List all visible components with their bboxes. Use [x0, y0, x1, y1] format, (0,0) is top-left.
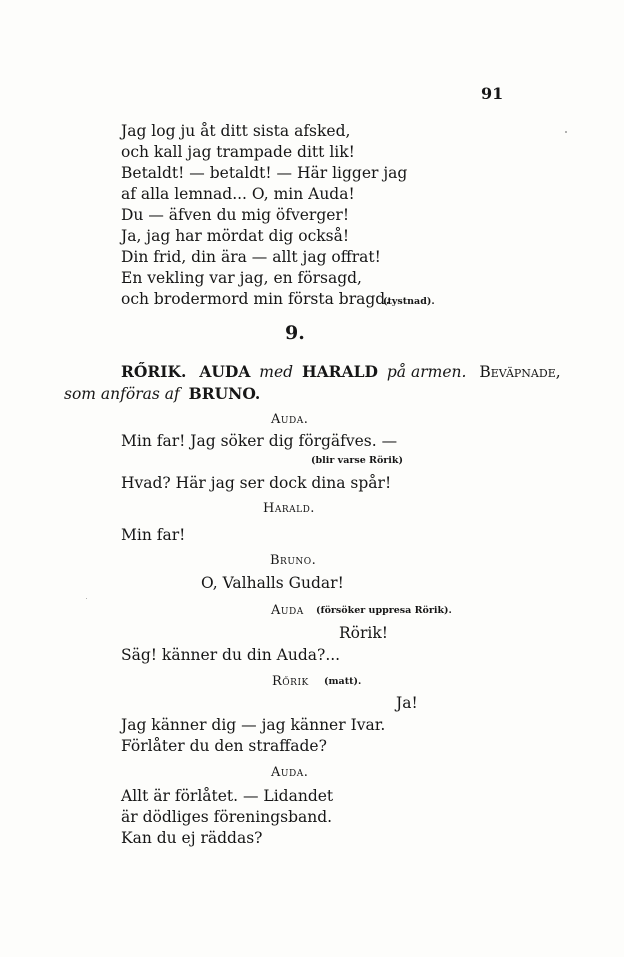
cast-med: med — [259, 363, 294, 381]
page-number: 91 — [481, 84, 504, 103]
verse-line: Du — äfven du mig öfverger! — [121, 206, 350, 224]
cast-harald: HARALD — [302, 362, 378, 381]
verse-line: Jag log ju åt ditt sista afsked, — [121, 122, 351, 140]
dialogue-line: O, Valhalls Gudar! — [201, 574, 344, 592]
speaker-bruno: Bruno. — [270, 553, 317, 568]
speaker-harald: Harald. — [263, 501, 315, 516]
stage-direction: (matt). — [324, 676, 362, 687]
speaker-auda: Auda. — [271, 412, 309, 427]
dialogue-line: Ja! — [396, 694, 418, 712]
verse-line: Din frid, din ära — allt jag offrat! — [121, 248, 381, 266]
cast-bruno: BRUNO. — [188, 384, 261, 403]
dialogue-line: Hvad? Här jag ser dock dina spår! — [121, 474, 392, 492]
dialogue-line: Min far! — [121, 526, 186, 544]
cast-bevapnade: Beväpnade, — [479, 363, 561, 381]
speaker-auda: Auda — [271, 603, 304, 618]
stage-direction: (försöker uppresa Rörik). — [316, 605, 452, 616]
speaker-rorik: Rőrik — [272, 674, 309, 689]
verse-line: Betaldt! — betaldt! — Här ligger jag — [121, 164, 408, 182]
speaker-auda: Auda. — [271, 765, 309, 780]
dialogue-line: Förlåter du den straffade? — [121, 737, 327, 755]
dialogue-line: Jag känner dig — jag känner Ivar. — [121, 716, 386, 734]
paper-speck — [565, 131, 567, 133]
verse-line: Allt är förlåtet. — Lidandet — [121, 787, 334, 805]
stage-direction: (blir varse Rörik) — [311, 455, 403, 466]
verse-line: Kan du ej räddas? — [121, 829, 263, 847]
dialogue-line: Säg! känner du din Auda?... — [121, 646, 341, 664]
paper-speck — [86, 598, 87, 599]
dialogue-line: Min far! Jag söker dig förgäfves. — — [121, 432, 398, 450]
verse-line: och brodermord min första bragd. — [121, 290, 391, 308]
cast-som-anforas-af: som anföras af — [64, 385, 180, 403]
verse-line: är dödliges föreningsband. — [121, 808, 333, 826]
cast-pa-armen: på armen. — [386, 363, 467, 381]
cast-list-line-2 — [64, 386, 260, 403]
verse-line: af alla lemnad... O, min Auda! — [121, 185, 355, 203]
cast-list-line-1 — [121, 364, 561, 381]
verse-line: En vekling var jag, en försagd, — [121, 269, 362, 287]
cast-auda: AUDA — [199, 362, 251, 381]
cast-rorik: RŐRIK. — [121, 362, 187, 381]
verse-line: och kall jag trampade ditt lik! — [121, 143, 355, 161]
verse-line: Ja, jag har mördat dig också! — [121, 227, 350, 245]
stage-direction: (tystnad). — [383, 296, 435, 307]
dialogue-line: Rörik! — [339, 624, 388, 642]
scene-number: 9. — [285, 322, 305, 344]
